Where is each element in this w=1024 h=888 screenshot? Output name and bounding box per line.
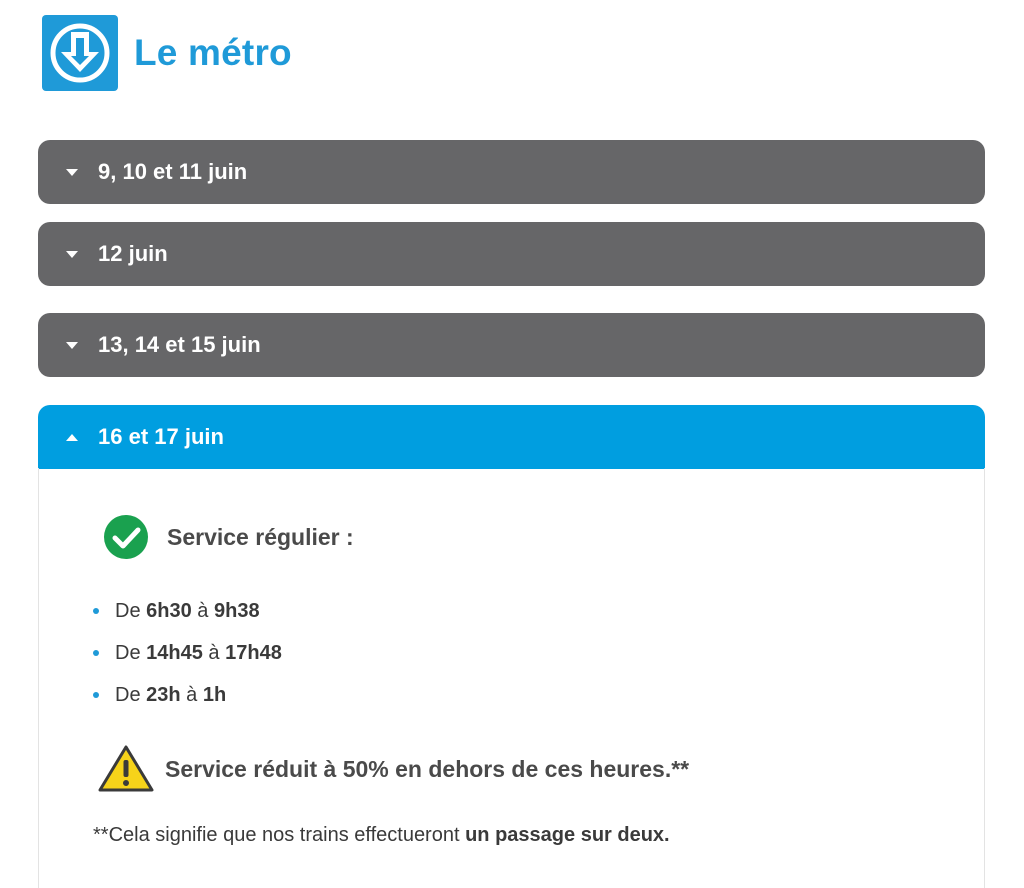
page-title: Le métro [134,32,292,73]
accordion-item-16-17-juin[interactable] [38,405,985,469]
hours-prefix: De [115,641,141,664]
accordion-panel-16-17-juin [38,468,985,888]
accordion-item-12-juin[interactable] [38,222,985,286]
accordion-label: 12 juin [98,241,168,266]
warning-triangle-icon [97,744,155,794]
hours-mid: à [197,599,209,622]
caret-down-icon [66,342,78,349]
metro-logo [42,15,118,91]
list-item [93,674,282,716]
list-item [93,590,282,632]
list-item [93,632,282,674]
hours-end: 1h [202,683,227,706]
bullet [93,650,99,656]
service-hours-list [93,590,282,716]
reduced-service-row [97,744,689,794]
accordion-label: 16 et 17 juin [98,424,224,449]
reduced-service-text: Service réduit à 50% en dehors de ces heures.** [165,755,690,782]
footnote-bold: un passage sur deux. [465,824,670,846]
hours-start: 23h [146,683,181,706]
hours-mid: à [208,641,220,664]
footnote [93,824,670,847]
accordion-label: 9, 10 et 11 juin [98,159,248,184]
footnote-text: **Cela signifie que nos trains effectueront [93,824,466,846]
hours-prefix: De [115,683,141,706]
metro-arrow-logo-icon [49,22,111,84]
bullet [93,692,99,698]
accordion-label: 13, 14 et 15 juin [98,332,261,357]
regular-service-text: Service régulier : [167,523,354,550]
hours-mid: à [186,683,198,706]
caret-down-icon [66,251,78,258]
accordion-item-13-14-15-juin[interactable] [38,313,985,377]
accordion-item-9-10-11-juin[interactable] [38,140,985,204]
check-circle-icon [103,514,149,560]
bullet [93,608,99,614]
hours-prefix: De [115,599,141,622]
hours-end: 17h48 [225,641,282,664]
hours-start: 14h45 [146,641,203,664]
caret-up-icon [66,434,78,441]
hours-start: 6h30 [146,599,192,622]
hours-end: 9h38 [213,599,260,622]
page-header [42,14,292,92]
regular-service-row [103,514,354,560]
caret-down-icon [66,169,78,176]
